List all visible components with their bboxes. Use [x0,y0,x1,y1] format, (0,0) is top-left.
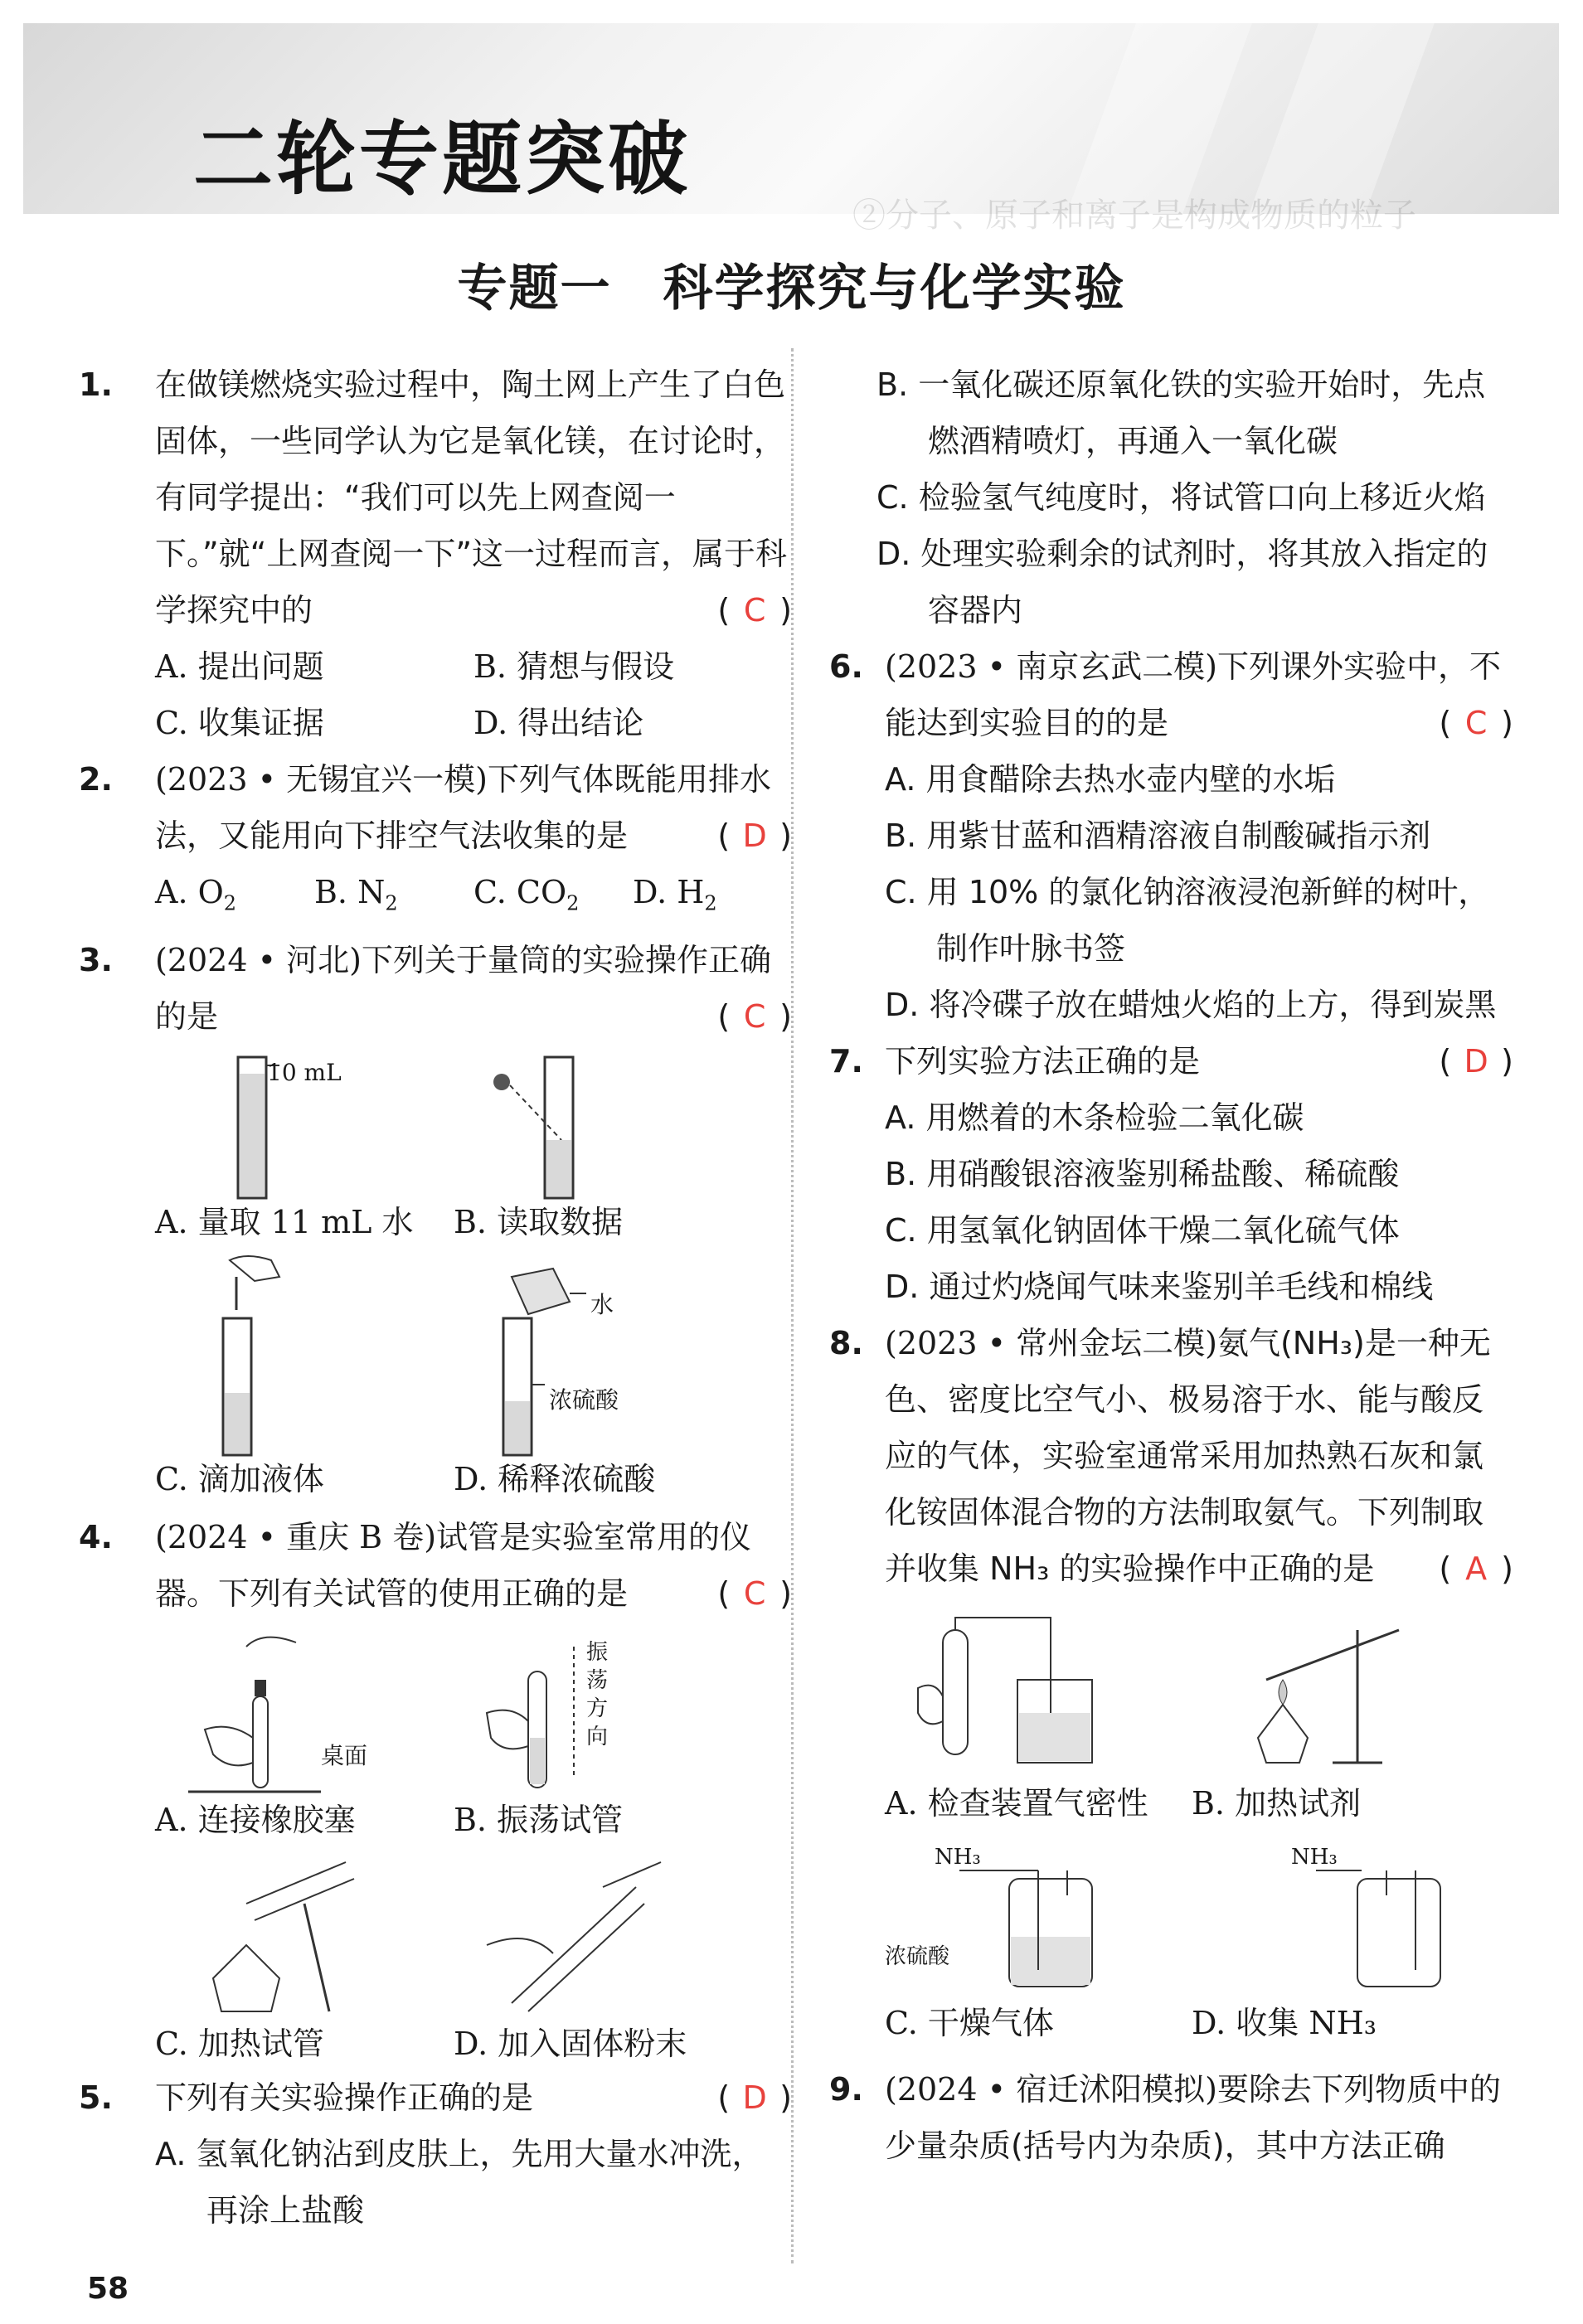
question-9 [825,2061,1513,2174]
option-c: C. $CO_2$ [473,874,580,915]
option-b: B. 用紫甘蓝和酒精溶液自制酸碱指示剂 [885,818,1431,854]
option-b: B. $N_2$ [314,874,398,915]
option-b: B. 猜想与假设 [473,648,675,685]
caption-d: D. 稀释浓硫酸 [454,1460,656,1497]
tube-b-illustration [470,1630,636,1796]
cylinder-c-illustration [197,1252,362,1459]
answer-box: ( A ) [1439,1540,1513,1597]
answer-box: ( C ) [717,582,792,638]
q5-option-b: B. 一氧化碳还原氧化铁的实验开始时，先点燃酒精喷灯，再通入一氧化碳 [876,366,1486,459]
option-a: A. 用食醋除去热水壶内壁的水垢 [885,761,1336,798]
question-source: (2023 • 常州金坛二模) [885,1325,1217,1361]
question-number: 8. [829,1325,863,1361]
option-a: A. $O_2$ [155,874,237,915]
question-3 [79,932,792,1045]
tube-c-illustration [180,1854,371,2020]
answer-letter: C [743,1574,766,1612]
answer-letter: D [742,2079,767,2116]
caption-a: A. 连接橡胶塞 [155,1801,356,1838]
question-number: 7. [829,1043,863,1080]
question-number: 2. [79,761,113,798]
label-shake-direction: 振 荡 方 向 [586,1639,609,1749]
question-source: (2023 • 南京玄武二模) [885,648,1217,685]
answer-box: ( C ) [717,1565,792,1622]
option-c: C. 收集证据 [155,705,324,741]
options-row [155,638,792,695]
option-b: B. 用硝酸银溶液鉴别稀盐酸、稀硫酸 [885,1156,1400,1192]
left-column [79,357,792,2239]
answer-box: ( D ) [717,808,792,864]
option-d: D. 得出结论 [473,705,644,741]
answer-box: ( C ) [717,988,792,1045]
figure-test-tubes [155,1622,792,2069]
question-text: 下列课外实验中，不能达到实验目的的是 [885,648,1501,741]
question-source: (2024 • 宿迁沭阳模拟) [885,2071,1217,2108]
answer-letter: D [742,818,767,854]
question-number: 9. [829,2071,863,2108]
figure-graduated-cylinders [155,1045,792,1509]
caption-a: A. 检查装置气密性 [885,1785,1148,1822]
right-column [825,357,1513,2174]
question-source: (2023 • 无锡宜兴一模) [155,761,488,798]
tube-d-illustration [478,1854,669,2020]
option-d: D. 将冷碟子放在蜡烛火焰的上方，得到炭黑 [885,987,1497,1023]
label-conc-sulfuric: 浓硫酸 [885,1944,950,1969]
question-7 [825,1033,1513,1089]
question-5 [79,2069,792,2126]
option-a: A. 用燃着的木条检验二氧化碳 [885,1099,1304,1136]
option-d: D. $H_2$ [633,874,717,915]
option-a: A. 氢氧化钠沾到皮肤上，先用大量水冲洗，再涂上盐酸 [155,2135,764,2229]
question-number: 4. [79,1518,113,1555]
question-text: 试管是实验室常用的仪器。下列有关试管的使用正确的是 [155,1518,752,1612]
caption-d: D. 加入固体粉末 [454,2025,687,2062]
question-8 [825,1315,1513,1597]
question-source: (2024 • 河北) [155,941,362,978]
answer-letter: C [743,592,766,628]
question-number: 6. [829,648,863,685]
banner-ghost-text: ②分子、原子和离子是构成物质的粒子 [852,196,1416,235]
answer-box: ( C ) [1439,695,1513,751]
label-conc-sulfuric: 浓硫酸 [549,1385,619,1414]
option-d: D. 通过灼烧闻气味来鉴别羊毛线和棉线 [885,1269,1434,1305]
caption-b: B. 读取数据 [454,1203,624,1240]
option-c: C. 用 10% 的氯化钠溶液浸泡新鲜的树叶，制作叶脉书签 [885,874,1490,967]
caption-b: B. 加热试剂 [1192,1785,1362,1822]
caption-c: C. 干燥气体 [885,2005,1054,2041]
question-text: 下列气体既能用排水法，又能用向下排空气法收集的是 [155,761,771,854]
apparatus-b-illustration [1233,1613,1424,1771]
label-nh3-c: NH₃ [935,1845,981,1870]
apparatus-d-illustration [1316,1846,1482,1995]
question-number: 5. [79,2079,113,2116]
label-water: 水 [590,1290,614,1318]
apparatus-a-illustration [918,1613,1134,1771]
caption-a: A. 量取 11 mL 水 [155,1203,414,1240]
chapter-title: 二轮专题突破 [193,113,691,206]
question-1 [79,357,792,638]
caption-c: C. 加热试管 [155,2025,324,2062]
question-number: 3. [79,941,113,978]
question-text: 氨气(NH₃)是一种无色、密度比空气小、极易溶于水、能与酸反应的气体，实验室通常采用加热熟石灰和氯化铵固体混合物的方法制取氨气。下列制取并收集 NH₃ 的实验操作中正确的是 [885,1325,1491,1587]
answer-letter: D [1464,1043,1488,1080]
question-source: (2024 • 重庆 B 卷) [155,1518,437,1555]
question-text: 要除去下列物质中的少量杂质(括号内为杂质)，其中方法正确 [885,2071,1501,2164]
q5-option-c: C. 检验氢气纯度时，将试管口向上移近火焰 [876,479,1486,516]
question-text: 在做镁燃烧实验过程中，陶土网上产生了白色固体，一些同学认为它是氧化镁，在讨论时，有同学提出：“我们可以先上网查阅一下。”就“上网查阅一下”这一过程而言，属于科学探究中的 [155,366,788,628]
question-text: 下列有关实验操作正确的是 [155,2079,534,2116]
caption-b: B. 振荡试管 [454,1801,624,1838]
option-a: A. 提出问题 [155,648,324,685]
page-number: 58 [87,2272,129,2306]
options-row [155,864,792,932]
options-row [155,695,792,751]
q5-option-d: D. 处理实验剩余的试剂时，将其放入指定的容器内 [876,536,1488,628]
answer-box: ( D ) [1439,1033,1513,1089]
question-4 [79,1509,792,1622]
label-desk: 桌面 [321,1741,368,1769]
option-c: C. 用氢氧化钠固体干燥二氧化硫气体 [885,1212,1400,1249]
question-6 [825,638,1513,751]
figure-ammonia-apparatus [885,1597,1513,2061]
caption-d: D. 收集 NH₃ [1192,2005,1377,2041]
chapter-banner [23,23,1559,235]
cylinder-b-illustration [487,1049,619,1206]
label-10ml: 10 mL [267,1058,342,1086]
question-text: 下列关于量筒的实验操作正确的是 [155,941,771,1035]
answer-letter: C [1464,705,1488,741]
apparatus-c-illustration [959,1846,1142,1995]
answer-letter: A [1465,1550,1488,1587]
question-number: 1. [79,366,113,403]
question-2 [79,751,792,864]
answer-box: ( D ) [717,2069,792,2126]
label-nh3-d: NH₃ [1291,1845,1338,1870]
section-title: 专题一 科学探究与化学实验 [457,260,1126,318]
answer-letter: C [743,997,766,1035]
caption-c: C. 滴加液体 [155,1460,324,1497]
question-text: 下列实验方法正确的是 [885,1043,1201,1080]
